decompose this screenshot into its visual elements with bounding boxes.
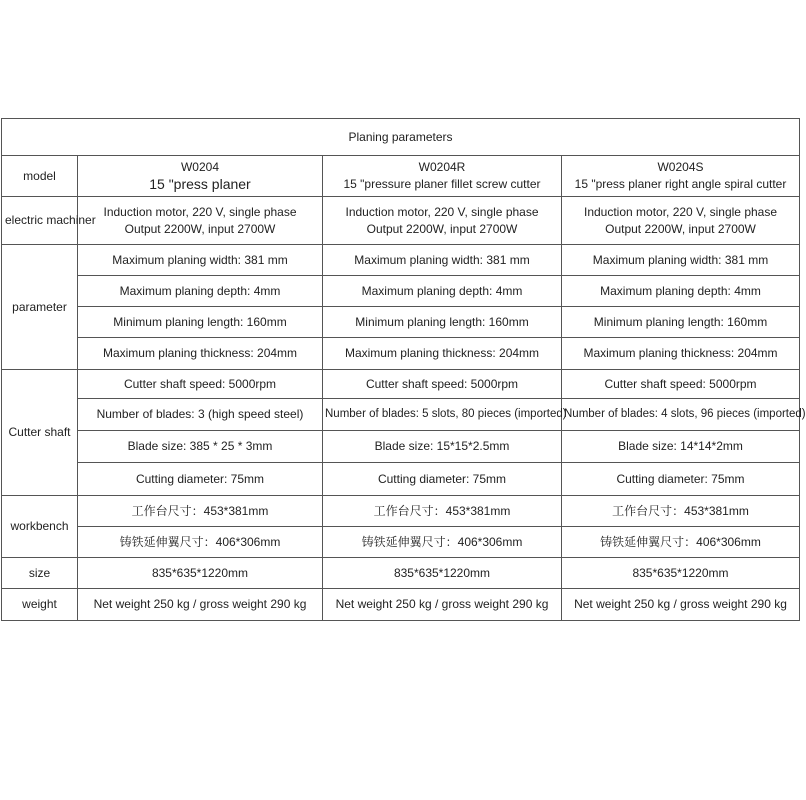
param-thickness: Maximum planing thickness: 204mm [323,338,562,370]
cutter-blades: Number of blades: 4 slots, 96 pieces (imported) [562,399,800,431]
power-spec: Output 2200W, input 2700W [124,221,276,236]
cutter-blade-size: Blade size: 15*15*2.5mm [323,431,562,463]
workbench-table-size: 工作台尺寸：453*381mm [562,496,800,527]
cutter-row-blade-size [2,431,800,463]
weight-row [2,589,800,621]
cutter-speed: Cutter shaft speed: 5000rpm [323,370,562,399]
parameter-row-length [2,307,800,338]
param-depth: Maximum planing depth: 4mm [78,276,323,307]
electric-cell [562,197,800,245]
model-description: 15 "pressure planer fillet screw cutter [343,177,541,191]
cutter-blades: Number of blades: 3 (high speed steel) [78,399,323,431]
weight-value: Net weight 250 kg / gross weight 290 kg [562,589,800,621]
row-label-parameter: parameter [2,245,78,370]
param-width: Maximum planing width: 381 mm [562,245,800,276]
cutter-speed: Cutter shaft speed: 5000rpm [562,370,800,399]
row-label-electric: electric machiner [2,197,78,245]
model-cell-w0204 [78,156,323,197]
table-title: Planing parameters [2,119,800,156]
param-thickness: Maximum planing thickness: 204mm [562,338,800,370]
workbench-extension: 铸铁延伸翼尺寸：406*306mm [78,527,323,558]
workbench-row-table [2,496,800,527]
param-length: Minimum planing length: 160mm [323,307,562,338]
workbench-table-size: 工作台尺寸：453*381mm [323,496,562,527]
title-row [2,119,800,156]
planing-parameters-table [1,118,806,621]
row-label-weight: weight [2,589,78,621]
cutter-blade-size: Blade size: 14*14*2mm [562,431,800,463]
cutter-diameter: Cutting diameter: 75mm [562,463,800,496]
size-value: 835*635*1220mm [78,558,323,589]
workbench-extension: 铸铁延伸翼尺寸：406*306mm [562,527,800,558]
param-thickness: Maximum planing thickness: 204mm [78,338,323,370]
workbench-row-extension [2,527,800,558]
row-label-model: model [2,156,78,197]
parameter-row-thickness [2,338,800,370]
cutter-diameter: Cutting diameter: 75mm [323,463,562,496]
model-description: 15 "press planer right angle spiral cutter [574,177,787,191]
power-spec: Output 2200W, input 2700W [366,221,518,236]
param-width: Maximum planing width: 381 mm [78,245,323,276]
cutter-row-diameter [2,463,800,496]
param-depth: Maximum planing depth: 4mm [323,276,562,307]
weight-value: Net weight 250 kg / gross weight 290 kg [323,589,562,621]
cutter-speed: Cutter shaft speed: 5000rpm [78,370,323,399]
row-label-cutter-shaft: Cutter shaft [2,370,78,496]
param-depth: Maximum planing depth: 4mm [562,276,800,307]
parameter-row-width [2,245,800,276]
model-description: 15 "press planer [149,176,251,192]
model-row [2,156,800,197]
cutter-blade-size: Blade size: 385 * 25 * 3mm [78,431,323,463]
motor-spec: Induction motor, 220 V, single phase [103,204,297,219]
electric-cell [323,197,562,245]
model-code: W0204S [657,160,704,174]
param-length: Minimum planing length: 160mm [78,307,323,338]
weight-value: Net weight 250 kg / gross weight 290 kg [78,589,323,621]
power-spec: Output 2200W, input 2700W [605,221,756,236]
param-length: Minimum planing length: 160mm [562,307,800,338]
model-cell-w0204s [562,156,800,197]
cutter-row-blades [2,399,800,431]
size-row [2,558,800,589]
cutter-blades: Number of blades: 5 slots, 80 pieces (imported) [323,399,562,431]
param-width: Maximum planing width: 381 mm [323,245,562,276]
workbench-extension: 铸铁延伸翼尺寸：406*306mm [323,527,562,558]
parameter-row-depth [2,276,800,307]
motor-spec: Induction motor, 220 V, single phase [583,204,778,219]
cutter-row-speed [2,370,800,399]
row-label-size: size [2,558,78,589]
size-value: 835*635*1220mm [323,558,562,589]
model-code: W0204 [180,160,220,174]
motor-spec: Induction motor, 220 V, single phase [345,204,539,219]
size-value: 835*635*1220mm [562,558,800,589]
model-code: W0204R [418,160,466,174]
row-label-workbench: workbench [2,496,78,558]
workbench-table-size: 工作台尺寸：453*381mm [78,496,323,527]
model-cell-w0204r [323,156,562,197]
cutter-diameter: Cutting diameter: 75mm [78,463,323,496]
electric-cell [78,197,323,245]
electric-row [2,197,800,245]
